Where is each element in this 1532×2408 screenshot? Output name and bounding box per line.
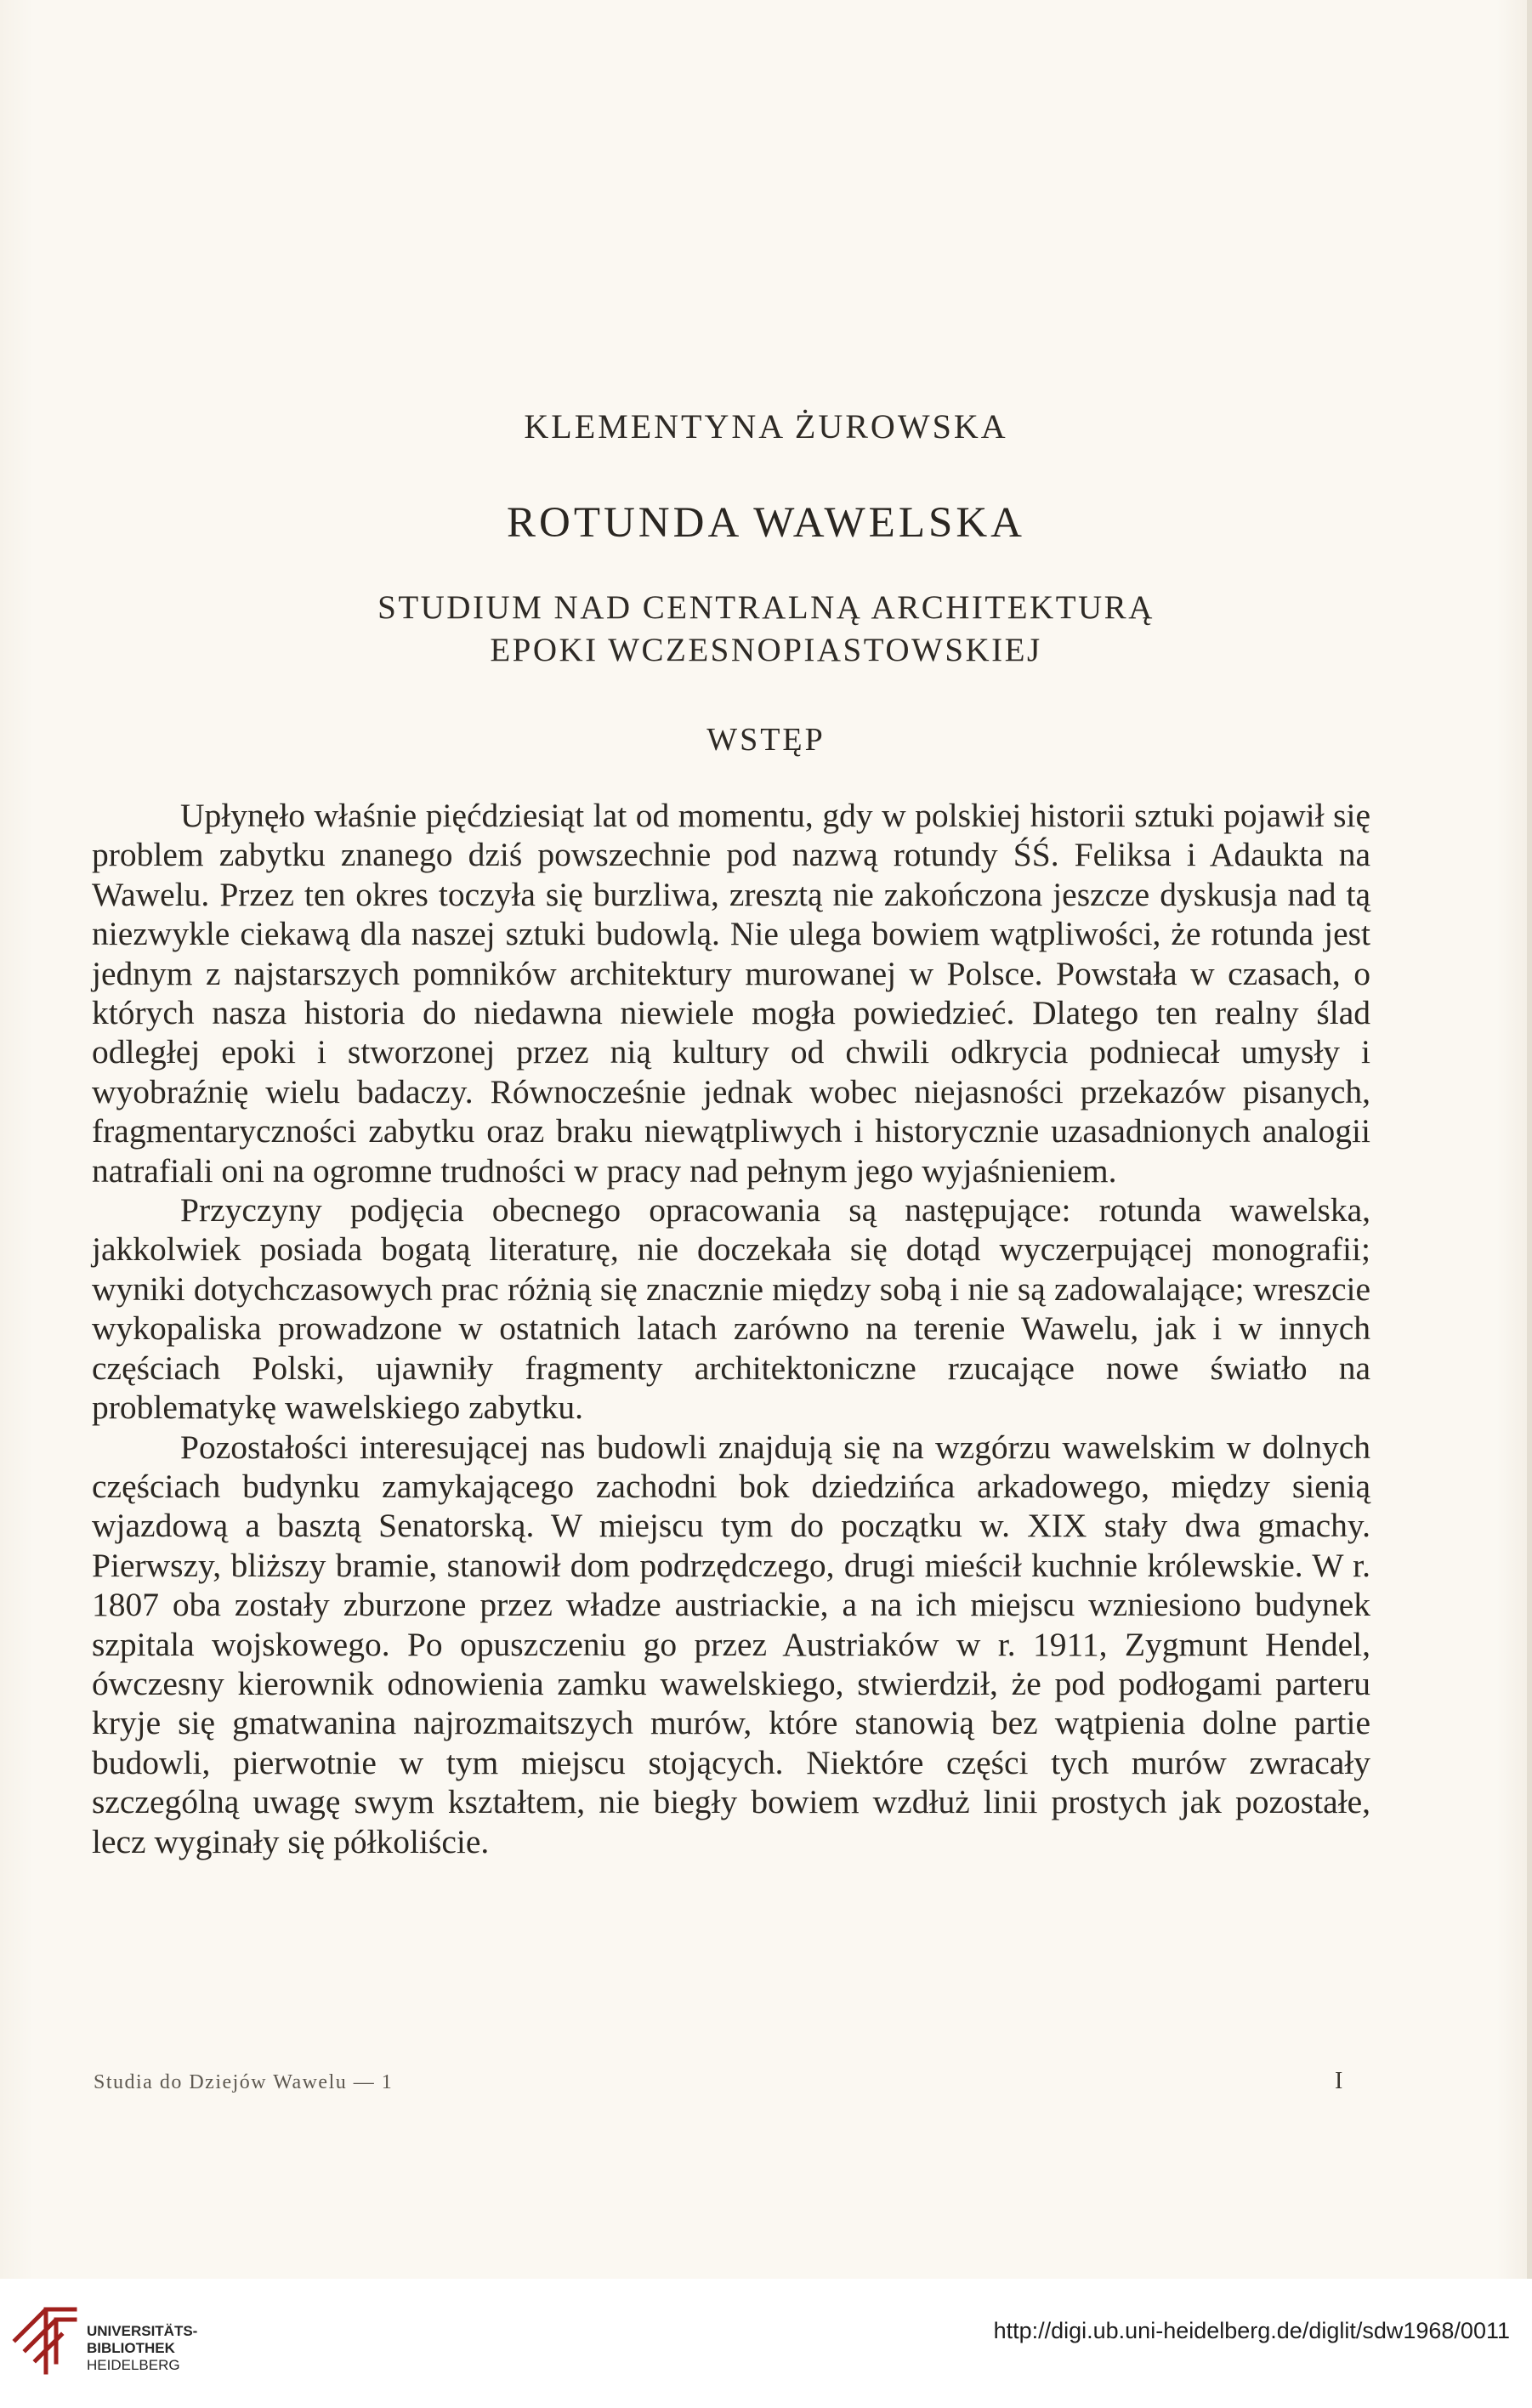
- page-edge: [1527, 0, 1532, 2408]
- author-name: KLEMENTYNA ŻUROWSKA: [524, 407, 1008, 446]
- body-text: [92, 796, 1370, 1861]
- section-heading: WSTĘP: [706, 722, 826, 758]
- source-url-link[interactable]: http://digi.ub.uni-heidelberg.de/diglit/sdw1968/0011: [993, 2318, 1510, 2343]
- library-name: [87, 2323, 197, 2374]
- article-title: ROTUNDA WAWELSKA: [506, 499, 1026, 547]
- library-name-line-2: BIBLIOTHEK: [87, 2340, 175, 2356]
- paragraph-1: Upłynęło właśnie pięćdziesiąt lat od momentu, gdy w polskiej historii sztuki pojawił się problem zabytku znanego dziś powszechnie pod nazwą rotundy ŚŚ. Feliksa i Adaukta na Wawelu. Przez ten okres toczyła się burzliwa, zresztą nie zakończona jeszcze dyskusja nad tą niezwykle ciekawą dla naszej sztuki budowlą. Nie ulega bowiem wątpliwości, że rotunda jest jednym z najstarszych pomników architektury murowanej w Polsce. Powstała w czasach, o których nasza historia do niedawna niewiele mogła powiedzieć. Dlatego ten realny ślad odległej epoki i stworzonej przez nią kultury od chwili odkrycia podniecał umysły i wyobraźnię wielu badaczy. Równocześnie jednak wobec niejasności przekazów pisanych, fragmentaryczności zabytku oraz braku niewątpliwych i historycznie uzasadnionych analogii natrafiali oni na ogromne trudności w pracy nad pełnym jego wyjaśnieniem.: [92, 797, 1370, 1190]
- article-subtitle: [0, 587, 1532, 672]
- library-name-line-1: UNIVERSITÄTS-: [87, 2323, 198, 2339]
- page-number: I: [1335, 2068, 1343, 2094]
- subtitle-line-1: STUDIUM NAD CENTRALNĄ ARCHITEKTURĄ: [377, 589, 1155, 626]
- library-name-line-3: HEIDELBERG: [87, 2357, 180, 2373]
- library-logo-icon: [9, 2301, 78, 2379]
- subtitle-line-2: EPOKI WCZESNOPIASTOWSKIEJ: [490, 632, 1042, 668]
- paragraph-2: Przyczyny podjęcia obecnego opracowania są następujące: rotunda wawelska, jakkolwiek posiada bogatą literaturę, nie doczekała się dotąd wyczerpującej monografii; wyniki dotychczasowych prac różnią się znacznie między sobą i nie są zadowalające; wreszcie wykopaliska prowadzone w ostatnich latach zarówno na terenie Wawelu, jak i w innych częściach Polski, ujawniły fragmenty architektoniczne rzucające nowe światło na problematykę wawelskiego zabytku.: [92, 1191, 1370, 1427]
- paragraph-3: Pozostałości interesującej nas budowli znajdują się na wzgórzu wawelskim w dolnych częściach budynku zamykającego zachodni bok dziedzińca arkadowego, między sienią wjazdową a basztą Senatorską. W miejscu tym do początku w. XIX stały dwa gmachy. Pierwszy, bliższy bramie, stanowił dom podrzędczego, drugi mieścił kuchnie królewskie. W r. 1807 oba zostały zburzone przez władze austriackie, a na ich miejscu wzniesiono budynek szpitala wojskowego. Po opuszczeniu go przez Austriaków w r. 1911, Zygmunt Hendel, ówczesny kierownik odnowienia zamku wawelskiego, stwierdził, że pod podłogami parteru kryje się gmatwanina najrozmaitszych murów, które stanowią bez wątpienia dolne partie budowli, pierwotnie w tym miejscu stojących. Niektóre części tych murów zwracały szczególną uwagę swym kształtem, nie biegły bowiem wzdłuż linii prostych jak pozostałe, lecz wyginały się półkoliście.: [92, 1428, 1370, 1860]
- running-footer: Studia do Dziejów Wawelu — 1: [94, 2071, 394, 2093]
